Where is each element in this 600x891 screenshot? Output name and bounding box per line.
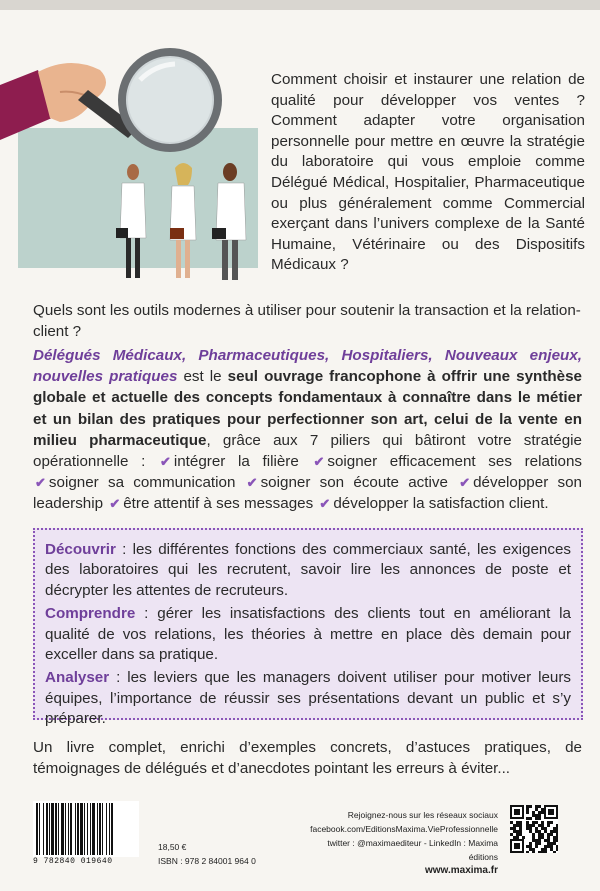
qr-module <box>529 827 532 830</box>
top-strip <box>0 0 600 10</box>
qr-module <box>556 833 558 836</box>
qr-module <box>548 809 554 815</box>
qr-module <box>538 839 541 842</box>
qr-module <box>535 821 538 824</box>
check-icon: ✔ <box>159 454 171 470</box>
barcode-bar <box>77 803 79 855</box>
box-text: : gérer les insatisfactions des clients tout en améliorant la qualité de vos relations, les théories à mettre en place dès demain pour exceller dans sa pratique. <box>45 605 571 664</box>
qr-module <box>553 851 556 853</box>
barcode-bar <box>111 803 113 855</box>
check-icon: ✔ <box>319 496 331 512</box>
qr-code-icon[interactable] <box>510 805 558 853</box>
barcode-bar <box>99 803 101 855</box>
barcode-bar <box>106 803 107 855</box>
qr-module <box>544 839 547 842</box>
social-line-1: Rejoignez-nous sur les réseaux sociaux <box>347 810 498 820</box>
qr-module <box>538 805 541 808</box>
main-text-1: est le <box>177 368 228 386</box>
qr-module <box>529 830 532 833</box>
barcode-bar <box>46 803 48 855</box>
qr-module <box>538 833 541 836</box>
qr-module <box>535 842 538 845</box>
pillar-item: développer la satisfaction client. <box>333 495 549 513</box>
check-icon: ✔ <box>109 496 121 512</box>
qr-module <box>535 839 538 842</box>
barcode-bar <box>92 803 95 855</box>
barcode-bar <box>51 803 54 855</box>
qr-module <box>519 827 522 830</box>
qr-module <box>529 817 532 820</box>
closing-paragraph: Un livre complet, enrichi d’exemples concrets, d’astuces pratiques, de témoignages de délégués et d’anecdotes pointant les erreurs à éviter... <box>33 739 582 777</box>
barcode-bar <box>43 803 44 855</box>
pillar-item: intégrer la filière <box>173 453 299 471</box>
box-text: : les différentes fonctions des commerciaux santé, les exigences des laboratoires qui les recrutent, savoir lire les annonces de poste et décrypter les attentes de recruteurs. <box>45 541 571 599</box>
barcode-bar <box>97 803 98 855</box>
qr-module <box>538 836 541 839</box>
qr-module <box>553 839 556 842</box>
qr-module <box>547 839 550 842</box>
barcode <box>33 801 139 857</box>
qr-module <box>553 827 556 830</box>
qr-module <box>547 824 550 827</box>
qr-module <box>535 827 538 830</box>
qr-module <box>553 836 556 839</box>
barcode-bar <box>102 803 103 855</box>
main-paragraph <box>33 345 582 515</box>
qr-module <box>556 836 558 839</box>
qr-module <box>522 836 525 839</box>
qr-module <box>535 845 538 848</box>
qr-module <box>532 836 535 839</box>
barcode-bar <box>80 803 83 855</box>
main-text-2: , grâce aux 7 piliers qui bâtiront votre stratégie opérationnelle : <box>33 431 582 471</box>
qr-module <box>532 851 535 853</box>
qr-module <box>556 827 558 830</box>
qr-module <box>556 848 558 851</box>
pillar-item: développer son leadership <box>33 474 582 513</box>
qr-module <box>541 836 544 839</box>
qr-module <box>541 848 544 851</box>
qr-module <box>550 830 553 833</box>
barcode-bar <box>65 803 66 855</box>
barcode-digits: 9 782840 019640 <box>33 857 113 866</box>
pillar-item: être attentif à ses messages <box>123 495 314 513</box>
qr-module <box>544 845 547 848</box>
qr-module <box>532 824 535 827</box>
qr-module <box>556 845 558 848</box>
qr-module <box>529 848 532 851</box>
cover-illustration <box>0 40 262 290</box>
website-link[interactable]: www.maxima.fr <box>425 865 498 876</box>
qr-module <box>519 833 522 836</box>
qr-module <box>556 839 558 842</box>
qr-module <box>526 824 529 827</box>
qr-module <box>519 824 522 827</box>
qr-module <box>550 833 553 836</box>
check-icon: ✔ <box>459 475 471 491</box>
price-isbn-block <box>158 840 256 868</box>
qr-module <box>541 808 544 811</box>
qr-module <box>516 836 519 839</box>
question-paragraph: Quels sont les outils modernes à utiliser pour soutenir la transaction et la relation-client ? <box>33 302 581 340</box>
qr-module <box>526 851 529 853</box>
qr-module <box>550 848 553 851</box>
qr-module <box>550 821 553 824</box>
qr-module <box>547 833 550 836</box>
qr-module <box>532 821 535 824</box>
main-bold-statement: seul ouvrage francophone à offrir une synthèse globale et actuelle des concepts fondamentaux à connaître dans le métier et un bilan des pratiques pour perfectionner son art, celui de la vente en milieu pharmaceutique <box>33 368 582 449</box>
intro-paragraph: Comment choisir et instaurer une relation de qualité pour développer vos ventes ? Comment adapter votre organisation personnelle pour mettre en œuvre la stratégie du laboratoire qui vous emploie comme Délégué Médical, Hospitalier, Pharmaceutique ou plus généralement comme Commercial exerçant dans l’univers complexe de la Santé Humaine, Vétérinaire ou des Dispositifs Médicaux ? <box>271 71 585 274</box>
qr-module <box>538 817 541 820</box>
qr-module <box>513 836 516 839</box>
qr-module <box>526 805 529 808</box>
qr-module <box>510 827 513 830</box>
qr-module <box>514 809 520 815</box>
barcode-bar <box>55 803 57 855</box>
box-keyword: Analyser <box>45 669 110 687</box>
qr-module <box>529 845 532 848</box>
qr-module <box>526 827 529 830</box>
qr-module <box>547 836 550 839</box>
qr-module <box>550 845 553 848</box>
qr-module <box>526 808 529 811</box>
social-facebook[interactable]: facebook.com/EditionsMaxima.VieProfessionnelle <box>310 824 498 834</box>
barcode-bar <box>49 803 50 855</box>
barcode-bar <box>90 803 91 855</box>
qr-module <box>538 842 541 845</box>
qr-module <box>544 830 547 833</box>
check-icon: ✔ <box>313 454 325 470</box>
barcode-bar <box>61 803 64 855</box>
qr-module <box>535 814 538 817</box>
qr-module <box>556 824 558 827</box>
barcode-bar <box>87 803 88 855</box>
qr-module <box>541 833 544 836</box>
qr-module <box>544 848 547 851</box>
qr-module <box>526 817 529 820</box>
qr-module <box>519 830 522 833</box>
qr-module <box>513 830 516 833</box>
box-text: : les leviers que les managers doivent utiliser pour motiver leurs équipes, l’importance de réussir ses présentations devant un public et s’y préparer. <box>45 669 571 728</box>
qr-module <box>535 817 538 820</box>
qr-module <box>547 821 550 824</box>
barcode-bar <box>36 803 38 855</box>
qr-module <box>538 851 541 853</box>
box-item-discover <box>45 540 571 601</box>
qr-module <box>516 833 519 836</box>
qr-module <box>535 805 538 808</box>
qr-module <box>529 824 532 827</box>
pillar-item: soigner efficacement ses relations <box>327 453 582 471</box>
qr-module <box>532 848 535 851</box>
qr-module <box>541 824 544 827</box>
qr-module <box>513 824 516 827</box>
price: 18,50 € <box>158 842 187 852</box>
box-keyword: Comprendre <box>45 605 136 623</box>
qr-module <box>510 821 513 824</box>
qr-module <box>516 824 519 827</box>
qr-module <box>538 814 541 817</box>
qr-module <box>553 842 556 845</box>
qr-module <box>532 833 535 836</box>
barcode-bar <box>58 803 59 855</box>
barcode-bar <box>39 803 40 855</box>
qr-module <box>526 821 529 824</box>
qr-module <box>544 827 547 830</box>
qr-module <box>514 843 520 849</box>
book-title: Délégués Médicaux, Pharmaceutiques, Hospitaliers, Nouveaux enjeux, nouvelles pratiques <box>33 347 582 386</box>
qr-module <box>516 821 519 824</box>
qr-module <box>541 811 544 814</box>
qr-module <box>547 845 550 848</box>
qr-module <box>538 830 541 833</box>
qr-module <box>529 805 532 808</box>
pillar-item: soigner sa communication <box>48 474 236 492</box>
highlight-box <box>33 528 583 728</box>
qr-module <box>532 839 535 842</box>
qr-module <box>529 842 532 845</box>
qr-module <box>535 808 538 811</box>
box-keyword: Découvrir <box>45 541 116 558</box>
isbn: ISBN : 978 2 84001 964 0 <box>158 856 256 866</box>
check-icon: ✔ <box>35 475 46 491</box>
social-twitter-linkedin[interactable]: twitter : @maximaediteur - LinkedIn : Maxima éditions <box>327 838 498 862</box>
qr-module <box>532 811 535 814</box>
barcode-bar <box>109 803 110 855</box>
social-block <box>310 808 498 878</box>
qr-module <box>510 833 513 836</box>
qr-module <box>535 830 538 833</box>
qr-module <box>516 830 519 833</box>
qr-module <box>538 824 541 827</box>
qr-module <box>541 821 544 824</box>
barcode-bar <box>70 803 72 855</box>
box-item-understand <box>45 604 571 665</box>
qr-module <box>541 851 544 853</box>
qr-module <box>550 842 553 845</box>
box-item-analyze <box>45 668 571 729</box>
qr-module <box>532 814 535 817</box>
qr-module <box>526 845 529 848</box>
barcode-bar <box>75 803 76 855</box>
qr-module <box>541 827 544 830</box>
qr-module <box>547 842 550 845</box>
qr-module <box>513 827 516 830</box>
barcode-bar <box>68 803 69 855</box>
qr-module <box>538 811 541 814</box>
pillar-item: soigner son écoute active <box>260 474 448 492</box>
qr-module <box>526 811 529 814</box>
qr-module <box>553 830 556 833</box>
barcode-bar <box>84 803 85 855</box>
qr-module <box>544 851 547 853</box>
qr-module <box>519 821 522 824</box>
check-icon: ✔ <box>246 475 258 491</box>
qr-module <box>556 830 558 833</box>
